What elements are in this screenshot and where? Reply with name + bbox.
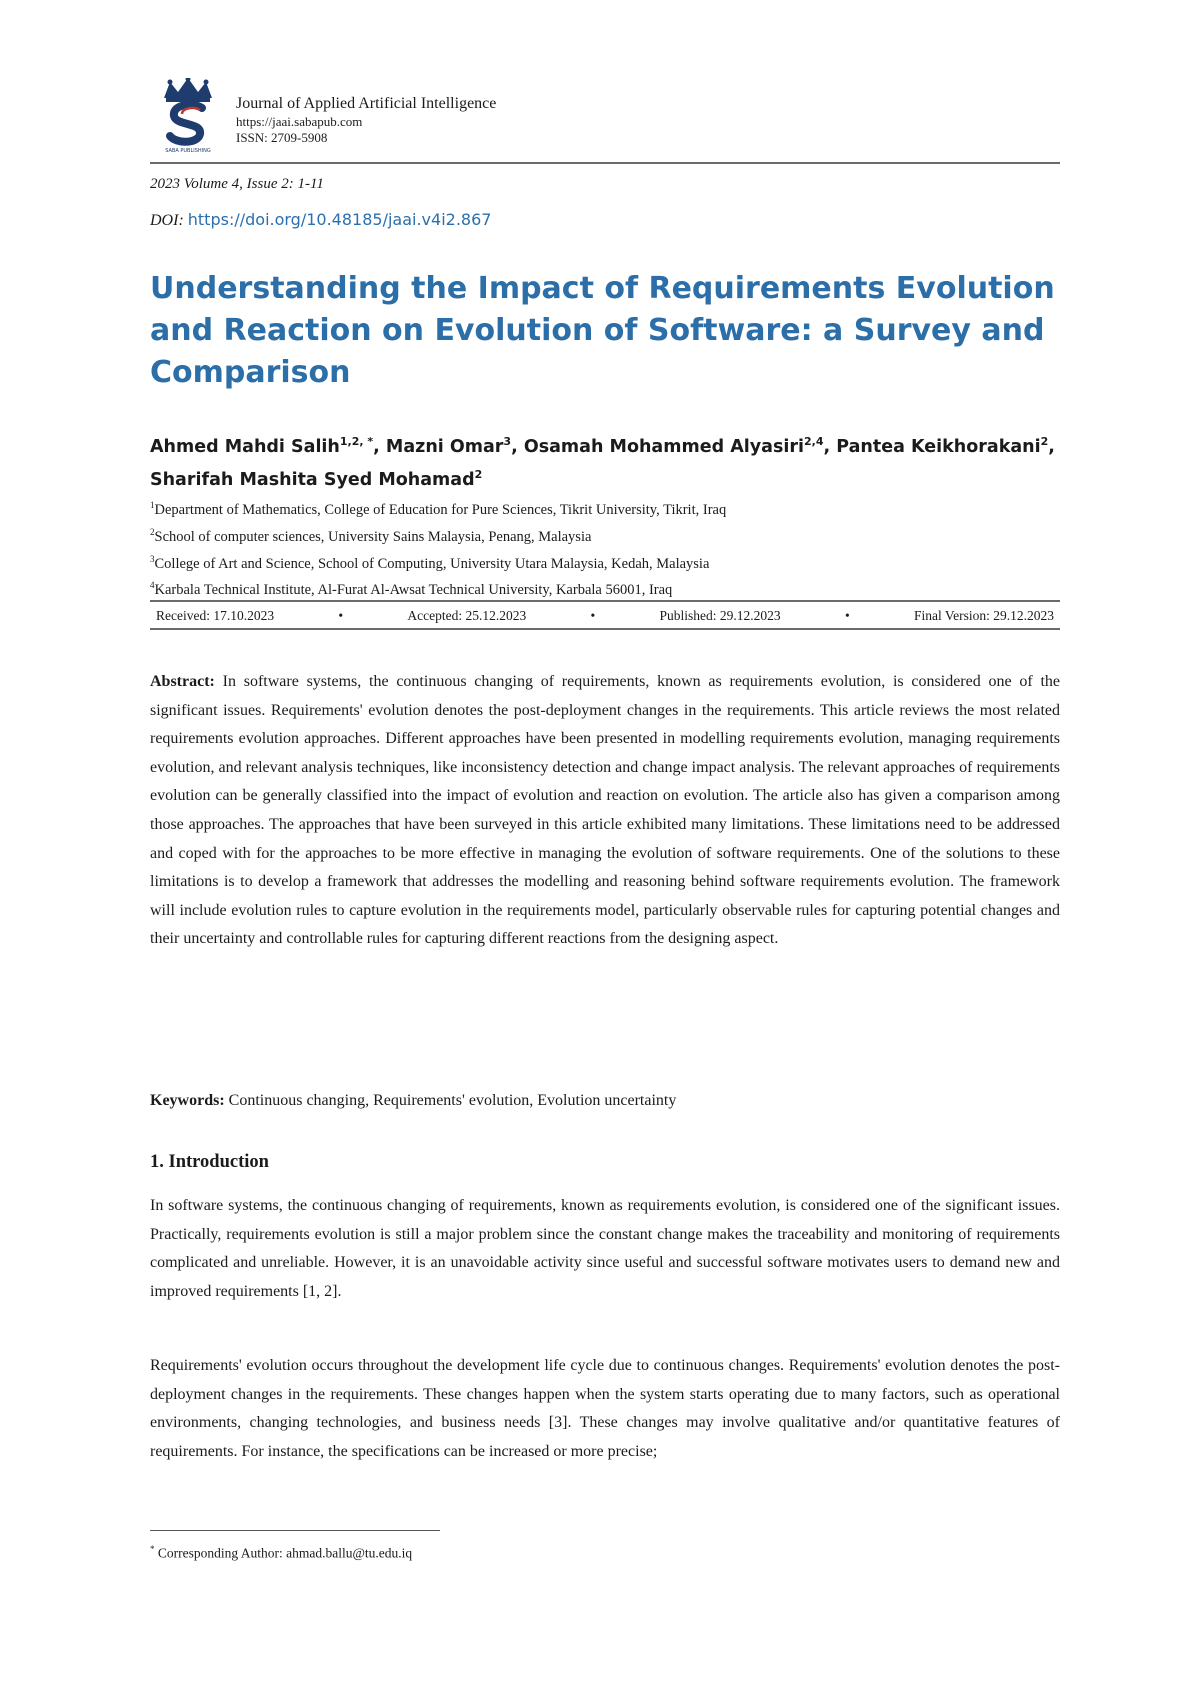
journal-name: Journal of Applied Artificial Intelligence [236, 95, 497, 112]
svg-text:SABA PUBLISHING: SABA PUBLISHING [165, 148, 211, 154]
bullet-separator: • [844, 608, 850, 623]
affiliation-item: $^1$Department of Mathematics, College of Education for Pure Sciences, Tikrit University, Tikrit, Iraq [150, 500, 727, 518]
body-paragraph: In software systems, the continuous changing of requirements, known as requirements evolution, is considered one of the significant issues. Practically, requirements evolution is still a major problem since the constant change makes the traceability and monitoring of requirements complicated and unreliable. However, it is an unavoidable activity since useful and successful software motivates users to demand new and improved requirements [1, 2]. [150, 1197, 1060, 1300]
author-5: Sharifah Mashita Syed Mohamad$^2$ [150, 467, 483, 490]
footnote-marker: * [150, 1544, 155, 1554]
author-list [150, 428, 1070, 494]
abstract [150, 668, 1060, 954]
abstract-label: Abstract: [150, 673, 215, 690]
affiliation-item: $^4$Karbala Technical Institute, Al-Furat Al-Awsat Technical University, Karbala 56001, Iraq [150, 580, 673, 599]
footnote-text: Corresponding Author: ahmad.ballu@tu.edu.iq [157, 1545, 413, 1561]
journal-header [150, 78, 1060, 164]
keywords [150, 1088, 1060, 1114]
doi-link[interactable]: https://doi.org/10.48185/jaai.v4i2.867 [187, 210, 492, 229]
footnote [150, 1544, 412, 1562]
doi-label: DOI: [150, 212, 184, 229]
keywords-text: Continuous changing, Requirements' evolution, Evolution uncertainty [228, 1092, 677, 1109]
accepted-date: Accepted: 25.12.2023 [407, 608, 527, 623]
doi-line [150, 210, 491, 230]
section-heading-introduction: 1. Introduction [150, 1152, 269, 1172]
issue-line: 2023 Volume 4, Issue 2: 1-11 [150, 176, 324, 192]
author-3: Osamah Mohammed Alyasiri$^{2,4}$, [523, 435, 837, 457]
final-version-date: Final Version: 29.12.2023 [913, 608, 1054, 623]
affiliation-item: $^3$College of Art and Science, School of Computing, University Utara Malaysia, Kedah, Malaysia [150, 553, 710, 572]
paper-title: Understanding the Impact of Requirements Evolution and Reaction on Evolution of Software: a Survey and Comparison [150, 271, 1055, 390]
dates-bar [150, 600, 1060, 630]
crowned-s-logo-icon [154, 78, 222, 154]
journal-url[interactable]: https://jaai.sabapub.com [236, 114, 363, 129]
bullet-separator: • [338, 608, 344, 623]
journal-info [236, 94, 496, 146]
abstract-text: In software systems, the continuous changing of requirements, known as requirements evolution, is considered one of the significant issues. Requirements' evolution denotes the post-deployment changes in the requirements. This article reviews the most related requirements evolution approaches. Different approaches have been presented in modelling requirements evolution, managing requirements evolution, and relevant analysis techniques, like inconsistency detection and change impact analysis. The relevant approaches of requirements evolution can be generally classified into the impact of evolution and reaction on evolution. The article also has given a comparison among those approaches. The approaches that have been surveyed in this article exhibited many limitations. These limitations need to be addressed and coped with for the approaches to be more effective in managing the evolution of software requirements. One of the solutions to these limitations is to develop a framework that addresses the modelling and reasoning behind software requirements evolution. The framework will include evolution rules to capture evolution in the requirements model, particularly observable rules for capturing potential changes and their uncertainty and controllable rules for capturing different reactions from the designing aspect. [150, 673, 1060, 948]
journal-issn: ISSN: 2709-5908 [236, 130, 328, 145]
affiliation-list [150, 494, 1070, 601]
bullet-separator: • [590, 608, 596, 623]
published-date: Published: 29.12.2023 [659, 608, 781, 623]
keywords-label: Keywords: [150, 1092, 225, 1109]
author-1: Ahmed Mahdi Salih$^{1,2, *}$, [150, 435, 386, 457]
author-2: Mazni Omar$^3$, [385, 435, 524, 457]
body-paragraph: Requirements' evolution occurs throughout the development life cycle due to continuous changes. Requirements' evolution denotes the post-deployment changes in the requirements. These changes happen when the system starts operating due to many factors, such as operational environments, changing technologies, and business needs [3]. These changes may involve qualitative and/or quantitative features of requirements. For instance, the specifications can be increased or more precise; [150, 1357, 1060, 1460]
affiliation-item: $^2$School of computer sciences, University Sains Malaysia, Penang, Malaysia [150, 526, 592, 545]
received-date: Received: 17.10.2023 [156, 608, 275, 623]
footnote-divider [150, 1530, 440, 1531]
author-4: Pantea Keikhorakani$^2$, [836, 435, 1055, 457]
